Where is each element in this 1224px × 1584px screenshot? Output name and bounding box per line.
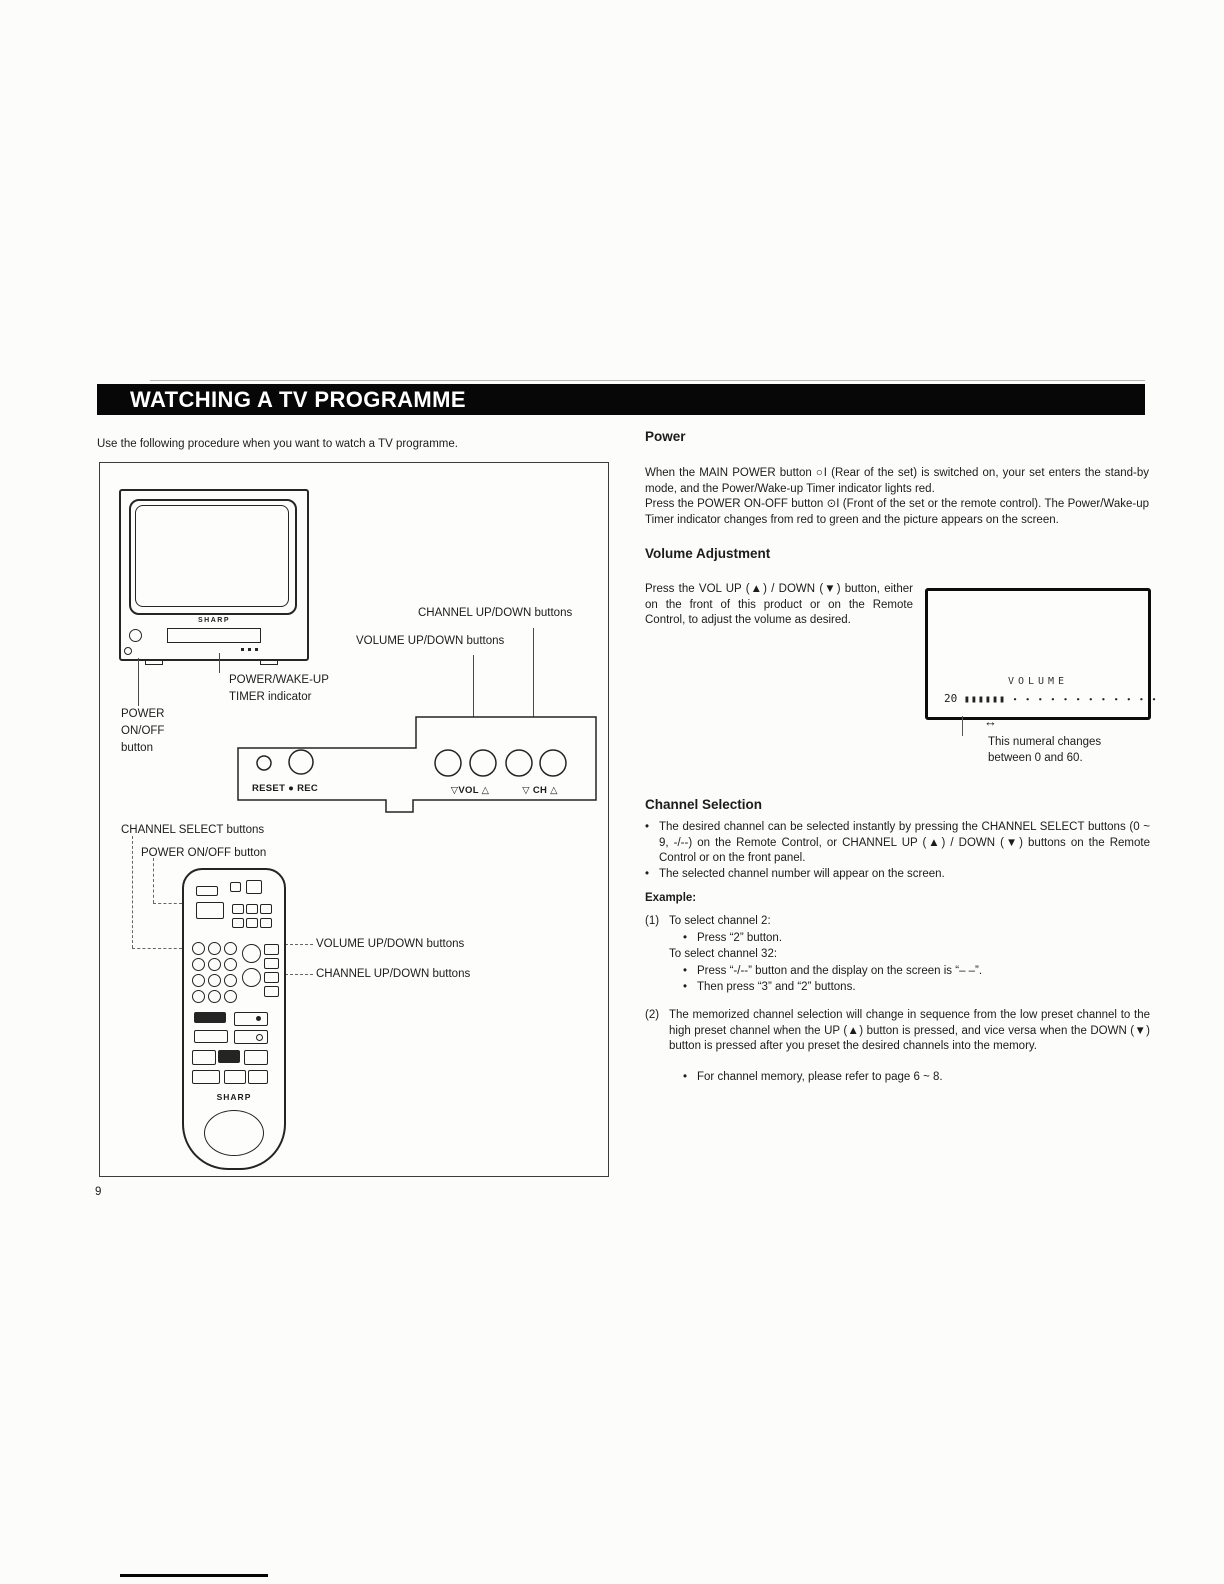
bottom-rule [120,1574,268,1577]
remote-bottom-ring [204,1110,264,1156]
example-1-step1 [645,930,1150,947]
remote-button [246,918,258,928]
osd-volume-row [944,692,1158,705]
remote-digit-button [208,958,221,971]
bullet-icon: • [683,1071,688,1083]
front-panel-outline [238,717,596,812]
bullet-icon: • [683,981,688,993]
remote-function-button [248,1070,268,1084]
remote-function-button [244,1050,268,1065]
example-1-block [645,913,1150,996]
remote-display-window [196,902,224,919]
tv-power-knob [129,629,142,642]
rec-dot-icon [256,1016,261,1021]
label-remote-channel: CHANNEL UP/DOWN buttons [316,968,471,980]
remote-function-button [194,1012,226,1023]
example-1-step1-text: Press “2” button. [697,931,783,944]
remote-digit-button [192,942,205,955]
example-heading: Example: [645,892,697,904]
remote-button [232,918,244,928]
remote-digit-button [224,990,237,1003]
dash-leader-power-h [153,903,182,904]
label-remote-volume: VOLUME UP/DOWN buttons [316,938,465,950]
example-1-step3 [645,979,1150,996]
remote-button [246,904,258,914]
volume-osd-screen [925,588,1158,720]
remote-control-illustration [182,868,286,1170]
dash-leader-channel-select-h [132,948,182,949]
label-channel-select: CHANNEL SELECT buttons [121,824,265,836]
example-1-number: (1) [645,915,660,927]
osd-note-line2: between 0 and 60. [988,752,1083,764]
example-1-step2-text: Press “-/--” button and the display on the screen is “– –”. [697,964,983,977]
vol-up-button [470,750,496,776]
scan-artifact-line [150,380,1145,381]
channel-bullets [645,820,1150,882]
example-1-intro: To select channel 2: [669,915,771,927]
page-number: 9 [95,1186,102,1198]
power-paragraphs [645,466,1149,528]
channel-heading: Channel Selection [645,797,763,812]
panel-label-reset-rec: RESET ● REC [252,783,319,794]
channel-bullet-1-text: The desired channel can be selected instantly by pressing the CHANNEL SELECT buttons (0 ~ 9, -/--) on the Remote Control, or CHANNEL UP (▲) / DOWN (▼) buttons on the Remote Control or on the front panel. [659,821,1150,864]
page-title: WATCHING A TV PROGRAMME [130,386,466,412]
example-2-block [645,1008,1150,1055]
front-panel-diagram [230,600,602,832]
bullet-icon: • [645,821,650,833]
remote-function-button [192,1050,216,1065]
remote-button [264,944,279,955]
label-power-3: button [121,742,153,754]
intro-text: Use the following procedure when you want to watch a TV programme. [97,438,458,450]
left-right-arrow-icon: ↔ [984,714,997,729]
volume-paragraph: Press the VOL UP (▲) / DOWN (▼) button, either on the front of this product or on the Remote Control, to adjust the volume as desired. [645,583,913,626]
pause-dot-icon [256,1034,263,1041]
remote-button [260,918,272,928]
label-power-onoff-remote: POWER ON/OFF button [141,847,267,859]
channel-bullet-1 [645,820,1150,867]
label-channel-updown: CHANNEL UP/DOWN buttons [418,607,573,619]
remote-digit-button [192,958,205,971]
remote-function-button [234,1030,268,1044]
example-2-number: (2) [645,1009,660,1021]
example-1-line2: To select channel 32: [669,948,778,960]
channel-bullet-2-text: The selected channel number will appear on the screen. [659,867,945,880]
osd-volume-value: 20 [944,692,958,705]
tv-screen-outer [129,499,297,615]
example-1-step2 [645,963,1150,980]
ch-down-button [506,750,532,776]
dash-leader-power-v [153,858,154,903]
channel-memory-note-text: For channel memory, please refer to page 6 ~ 8. [697,1071,943,1083]
osd-note [988,734,1101,766]
channel-memory-note [683,1070,1143,1086]
label-power-2: ON/OFF [121,725,165,737]
remote-digit-button [192,974,205,987]
remote-function-button [194,1030,228,1043]
tv-brand-label: SHARP [197,617,230,624]
remote-button [264,972,279,983]
dash-leader-channel-select-v [132,836,133,948]
osd-volume-dots: ∙ ∙ ∙ ∙ ∙ ∙ ∙ ∙ ∙ ∙ ∙ ∙ [1012,695,1158,704]
example-2-text: The memorized channel selection will change in sequence from the low preset channel to the high preset channel when the UP (▲) button is pressed, and vice versa when the DOWN (▼) button is pressed after you preset the desired channels into the memory. [669,1009,1150,1052]
label-power-1: POWER [121,708,165,720]
remote-volume-updown-button [242,944,261,963]
remote-digit-button [208,942,221,955]
osd-note-line1: This numeral changes [988,736,1102,748]
remote-function-button [218,1050,240,1063]
remote-slider [196,886,218,896]
leader-line-wakeup [219,653,220,673]
remote-button [232,904,244,914]
remote-rec-button [234,1012,268,1026]
power-heading: Power [645,429,686,444]
vol-down-button [435,750,461,776]
remote-function-button [224,1070,246,1084]
remote-digit-button [224,958,237,971]
rec-button [289,750,313,774]
remote-button [260,904,272,914]
label-power-wakeup-1: POWER/WAKE-UP [229,674,329,686]
remote-digit-button [224,942,237,955]
example-1-step3-text: Then press “3” and “2” buttons. [697,981,856,993]
volume-heading: Volume Adjustment [645,546,771,561]
label-volume-updown: VOLUME UP/DOWN buttons [356,635,505,647]
remote-channel-updown-button [242,968,261,987]
ch-up-button [540,750,566,776]
remote-digit-button [192,990,205,1003]
power-para1: When the MAIN POWER button ○I (Rear of the set) is switched on, your set enters the stand-by mode, and the Power/Wake-up Timer indicator lights red. [645,467,1149,495]
remote-digit-button [224,974,237,987]
panel-label-vol: ▽VOL △ [450,785,490,796]
remote-function-button [192,1070,220,1084]
section-header-bar [97,384,1145,415]
remote-button [264,986,279,997]
remote-button [264,958,279,969]
remote-button [230,882,241,892]
remote-digit-button [208,974,221,987]
remote-power-button [246,880,262,894]
tv-small-knob [124,647,132,655]
osd-volume-title: VOLUME [1007,676,1069,687]
tv-screen-inner [135,505,289,607]
bullet-icon: • [645,867,650,880]
label-power-wakeup-2: TIMER indicator [229,691,312,703]
example-1-line1 [645,913,1150,930]
osd-volume-bars: ▮▮▮▮▮▮ [963,694,1006,705]
diagram-box [99,462,609,1177]
remote-brand-label: SHARP [216,1092,252,1102]
bullet-icon: • [683,964,688,977]
osd-note-tick [962,716,963,736]
bullet-icon: • [683,931,688,944]
channel-bullet-2 [645,867,1150,883]
power-para2: Press the POWER ON-OFF button ⊙I (Front of the set or the remote control). The Power/Wake-up Timer indicator changes from red to green and the picture appears on the screen. [645,498,1149,526]
remote-digit-button [208,990,221,1003]
leader-line-power [138,658,139,706]
panel-label-ch: ▽ CH △ [522,785,558,796]
tv-foot-left [145,659,163,665]
reset-button [257,756,271,770]
